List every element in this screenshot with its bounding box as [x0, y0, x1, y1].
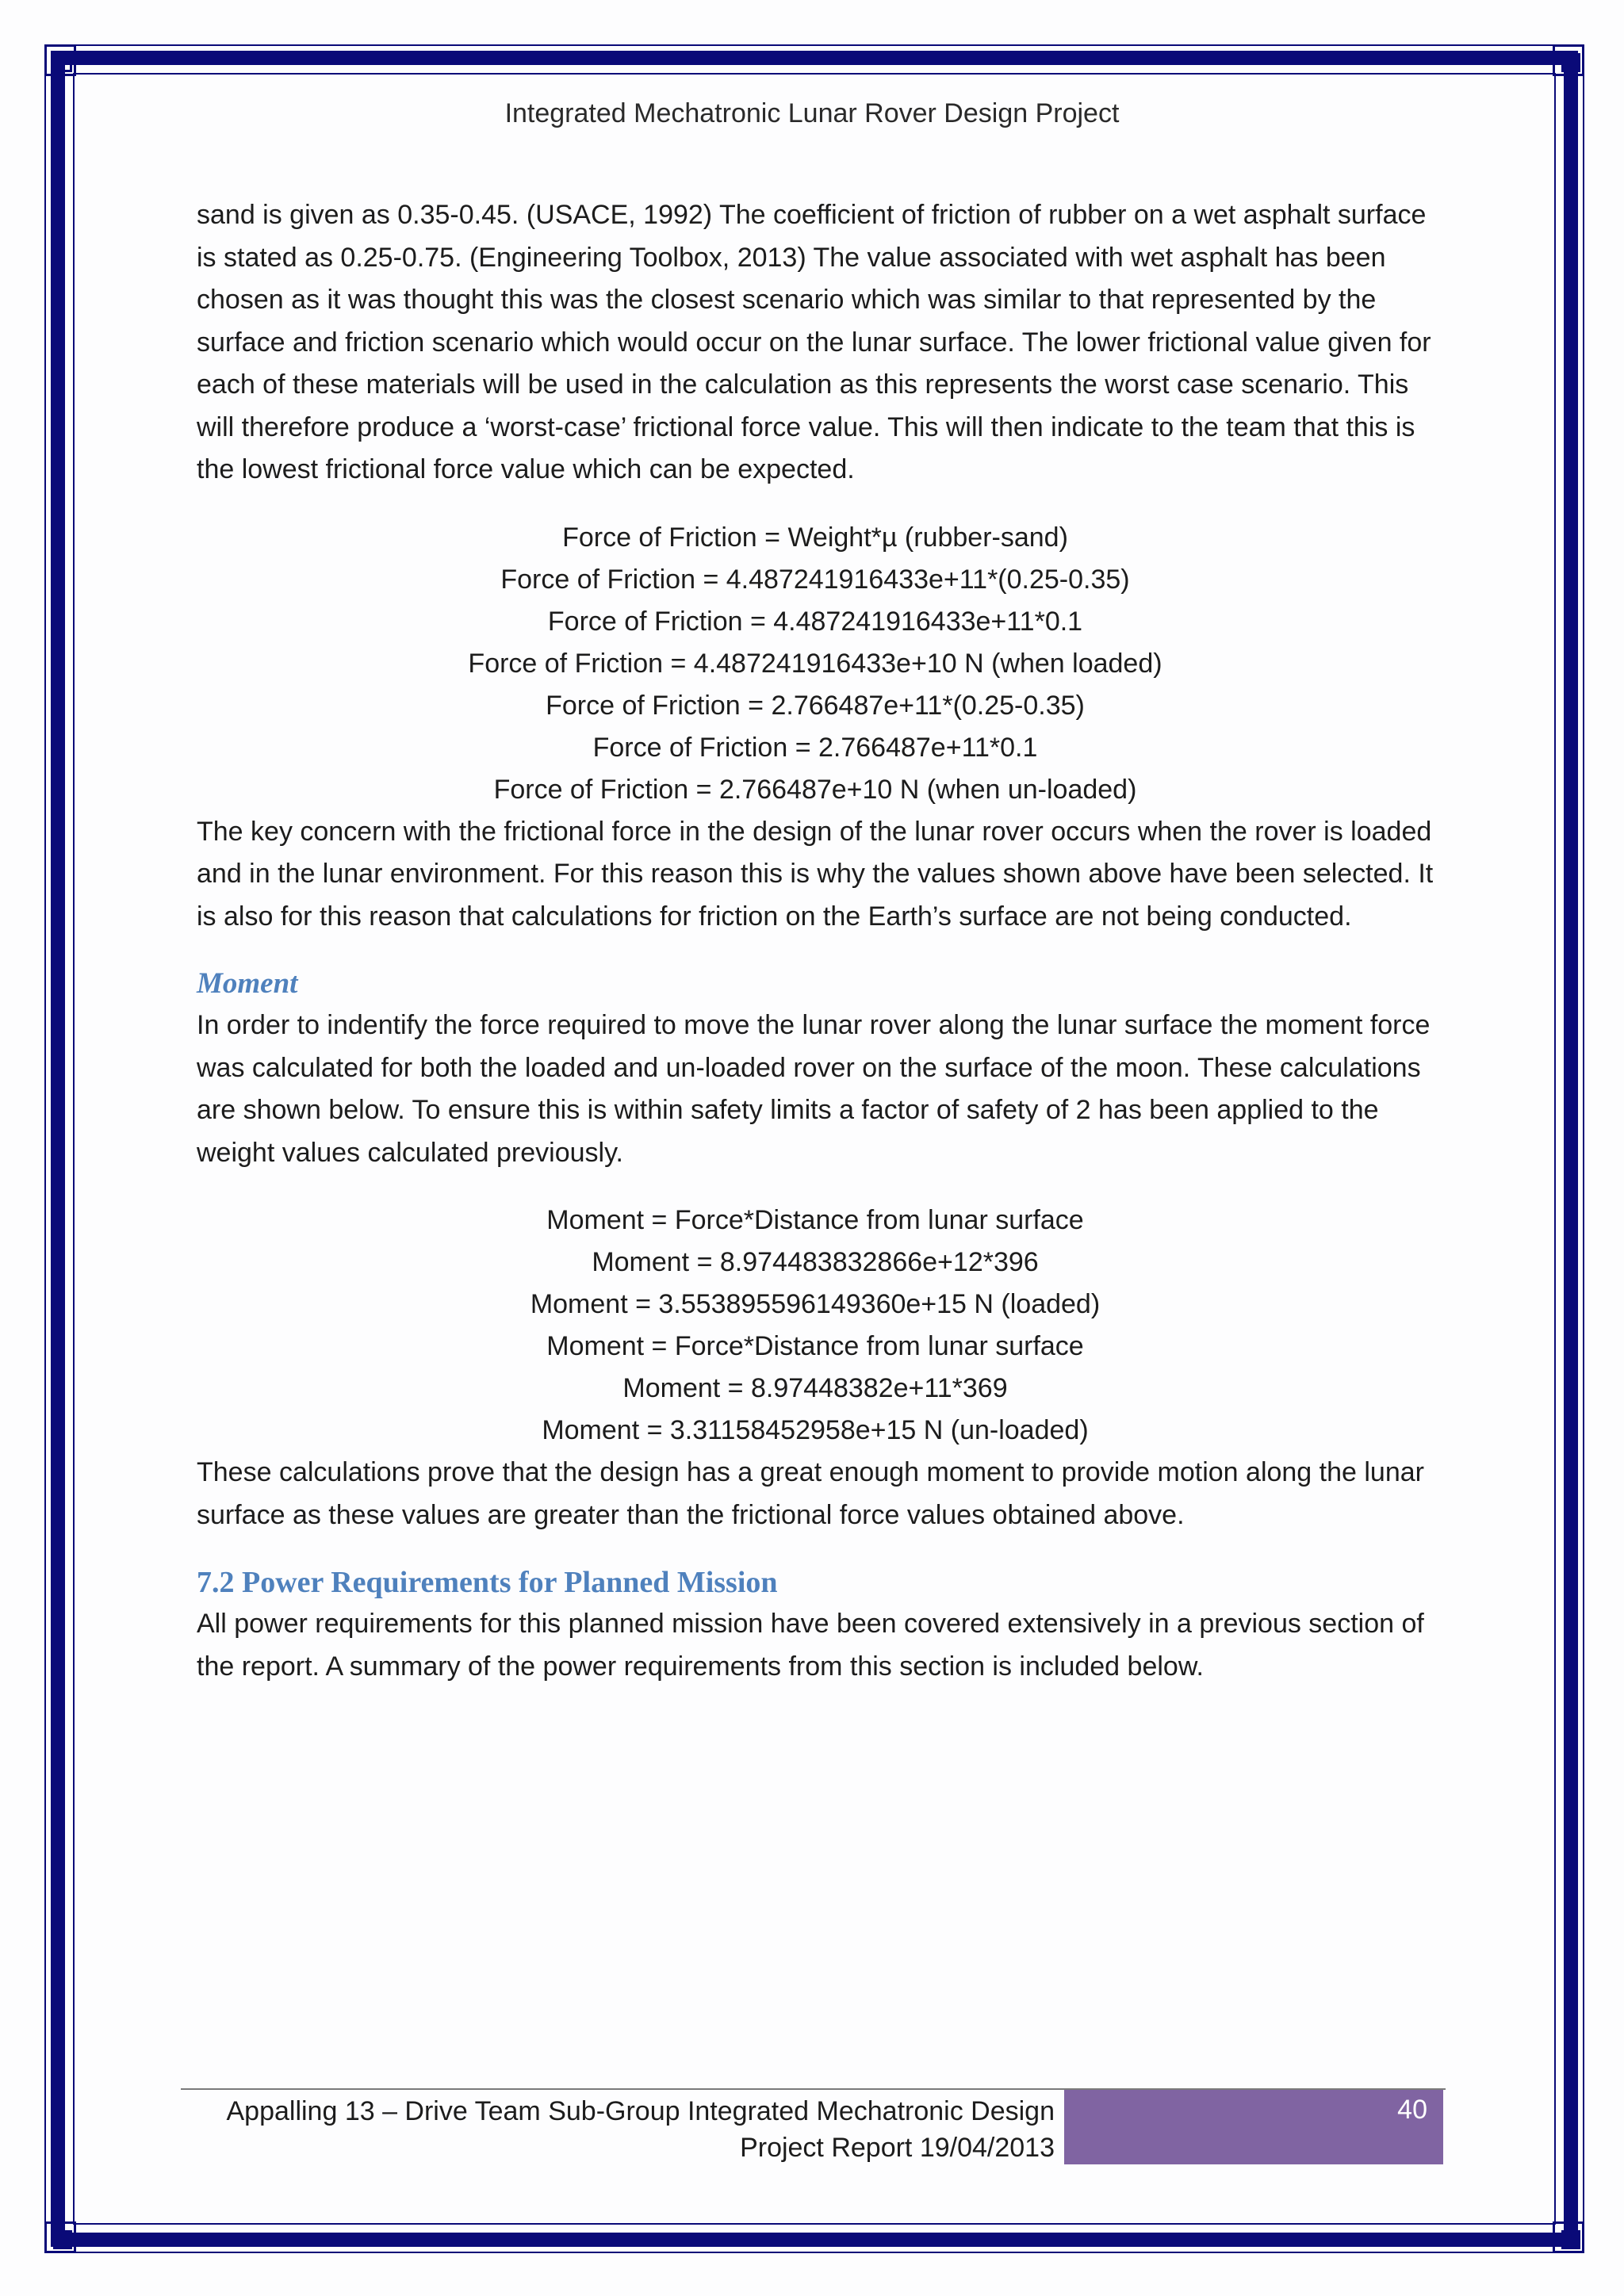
- equation: Force of Friction = 2.766487e+11*(0.25-0.35): [546, 690, 1085, 721]
- footer-line-2: Project Report 19/04/2013: [740, 2133, 1055, 2163]
- paragraph-moment-conclusion: These calculations prove that the design has a great enough moment to provide motion along the lunar surface as these values are greater than the frictional force values obtained above.: [197, 1457, 1424, 1530]
- border-corner-ornament: [44, 44, 76, 76]
- equation: Force of Friction = 2.766487e+10 N (when un-loaded): [493, 774, 1137, 805]
- paragraph-friction-concern: The key concern with the frictional force in the design of the lunar rover occurs when the rover is loaded and in the lunar environment. For this reason this is why the values shown above have been selected. It is also for this reason that calculations for friction on the Earth’s surface are not being conducted.: [197, 816, 1434, 932]
- paragraph-power-intro: All power requirements for this planned mission have been covered extensively in a previous section of the report. A summary of the power requirements from this section is included below.: [197, 1609, 1424, 1682]
- paragraph-friction-intro: sand is given as 0.35-0.45. (USACE, 1992) The coefficient of friction of rubber on a wet asphalt surface is stated as 0.25-0.75. (Engineering Toolbox, 2013) The value associated with wet asphalt has been chosen as it was thought this was the closest scenario which was similar to that represented by the surface and friction scenario which would occur on the lunar surface. The lower frictional value given for each of these materials will be used in the calculation as this represents the worst case scenario. This will therefore produce a ‘worst-case’ frictional force value. This will then indicate to the team that this is the lowest frictional force value which can be expected.: [197, 200, 1431, 484]
- page-body: [197, 194, 1434, 1688]
- equation: Force of Friction = 2.766487e+11*0.1: [592, 732, 1038, 763]
- page-number-box: [1064, 2090, 1443, 2164]
- footer-line-1: Appalling 13 – Drive Team Sub-Group Integrated Mechatronic Design: [226, 2096, 1055, 2126]
- running-header: Integrated Mechatronic Lunar Rover Design Project: [504, 98, 1120, 128]
- subheading-moment: Moment: [197, 967, 298, 1000]
- paragraph-moment-intro: In order to indentify the force required to move the lunar rover along the lunar surface the moment force was calculated for both the loaded and un-loaded rover on the surface of the moon. These calculations are shown below. To ensure this is within safety limits a factor of safety of 2 has been applied to the weight values calculated previously.: [197, 1010, 1431, 1168]
- page-number: 40: [1397, 2095, 1427, 2125]
- equation: Moment = 3.31158452958e+15 N (un-loaded): [542, 1415, 1089, 1445]
- equation: Force of Friction = 4.487241916433e+11*(0.25-0.35): [500, 564, 1130, 595]
- border-corner-ornament: [1553, 44, 1584, 76]
- equation: Moment = 8.974483832866e+12*396: [592, 1247, 1039, 1277]
- border-corner-ornament: [44, 2221, 76, 2253]
- equation: Moment = 8.97448382e+11*369: [622, 1373, 1008, 1403]
- section-heading: 7.2 Power Requirements for Planned Mission: [197, 1566, 778, 1599]
- equation: Force of Friction = 4.487241916433e+11*0.1: [547, 606, 1083, 637]
- equation: Moment = Force*Distance from lunar surface: [546, 1205, 1084, 1235]
- footer: [198, 2093, 1055, 2166]
- equation: Force of Friction = 4.487241916433e+10 N (when loaded): [468, 648, 1162, 679]
- equation: Moment = 3.553895596149360e+15 N (loaded): [530, 1289, 1101, 1319]
- border-corner-ornament: [1553, 2221, 1584, 2253]
- equation: Force of Friction = Weight*µ (rubber-sand): [562, 522, 1068, 553]
- equation: Moment = Force*Distance from lunar surface: [546, 1331, 1084, 1361]
